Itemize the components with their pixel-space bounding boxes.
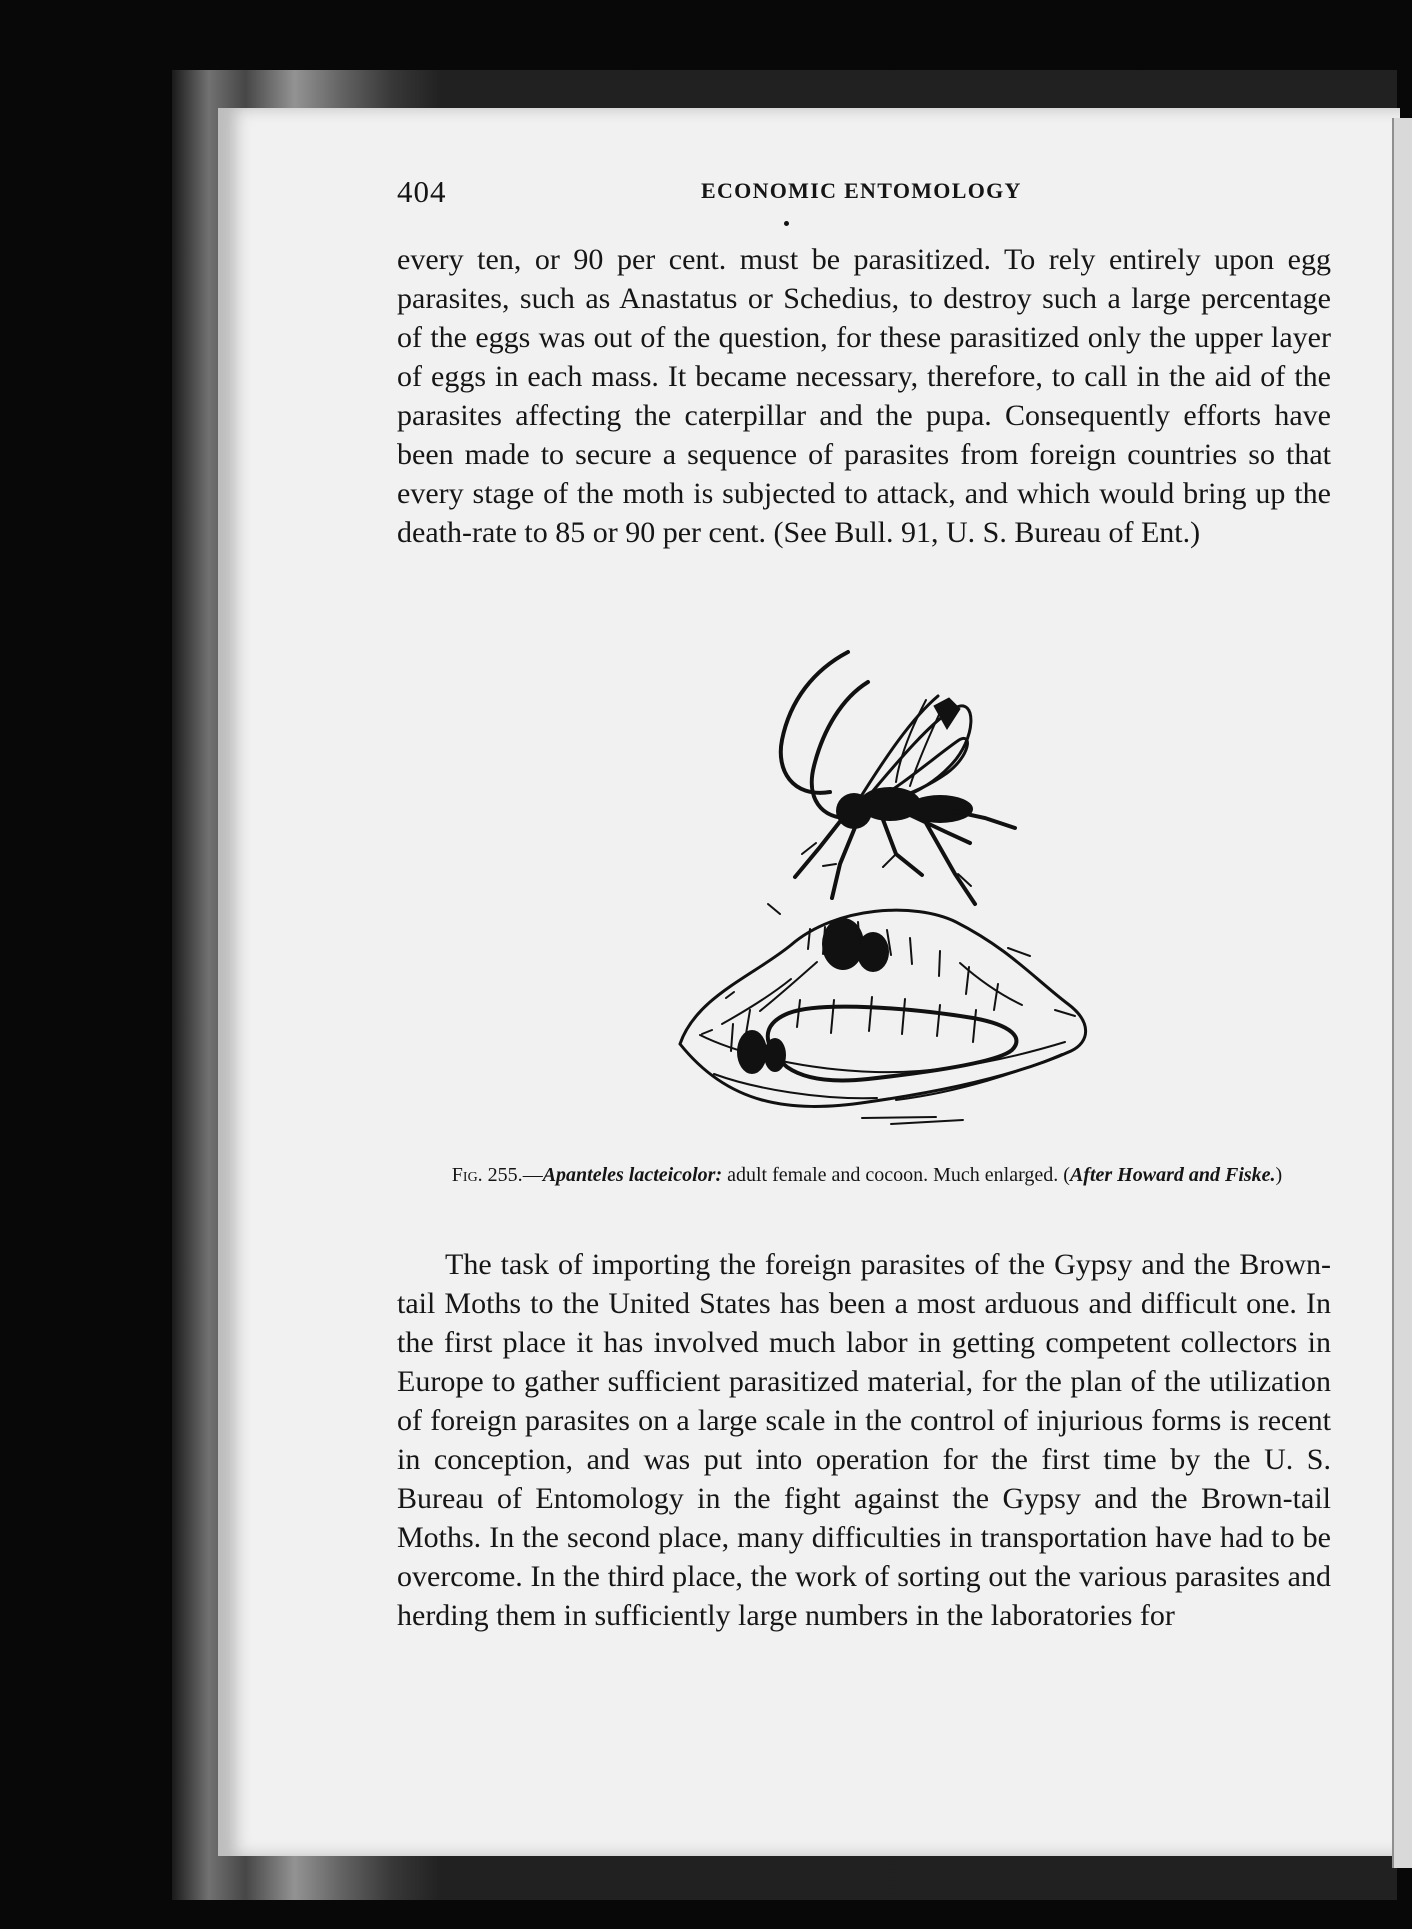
paragraph-text: The task of importing the foreign parasites of the Gypsy and the Brown-tail Moths to the United States has been a most arduous and difficult one. In the first place it has involved much labor in getting competent collectors in Europe to gather sufficient parasitized material, for the plan of the utilization of foreign parasites on a large scale in the control of injurious forms is recent in conception, and was put into operation for the first time by the U. S. Bureau of Entomology in the fight against the Gypsy and the Brown-tail Moths. In the second place, many difficulties in transportation have had to be overcome. In the third place, the work of sorting out the various parasites and herding them in sufficiently large numbers in the laboratories for [397,1248,1331,1632]
insect-figure [610,604,1130,1164]
credit-open: ( [1063,1164,1070,1186]
figure-label: Fig. 255. [451,1164,523,1186]
cocoon-illustration [680,904,1086,1124]
print-mark [784,221,789,226]
species-name: Apanteles lacteicolor: [542,1164,723,1186]
figure-caption [400,1162,1334,1218]
credit-close: ) [1275,1164,1283,1186]
page-header [397,174,1331,216]
caption-description: adult female and cocoon. Much enlarged. [722,1164,1064,1186]
body-paragraph-2 [397,1245,1331,1635]
page-edge-strip [1392,118,1412,1868]
wasp-illustration [781,652,1015,904]
caption-dash: — [522,1164,543,1186]
running-title: ECONOMIC ENTOMOLOGY [701,178,1022,203]
body-paragraph-1 [397,240,1331,590]
figure-credit: After Howard and Fiske. [1069,1164,1276,1186]
paragraph-text: every ten, or 90 per cent. must be parasitized. To rely entirely upon egg parasites, such as Anastatus or Schedius, to destroy such a large percentage of the eggs was out of the question, for these parasitized only the upper layer of eggs in each mass. It became necessary, therefore, to call in the aid of the parasites affecting the caterpillar and the pupa. Consequently efforts have been made to secure a sequence of parasites from foreign countries so that every stage of the moth is subjected to attack, and which would bring up the death-rate to 85 or 90 per cent. (See Bull. 91, U. S. Bureau of Ent.) [397,243,1331,549]
page-number: 404 [397,174,447,209]
